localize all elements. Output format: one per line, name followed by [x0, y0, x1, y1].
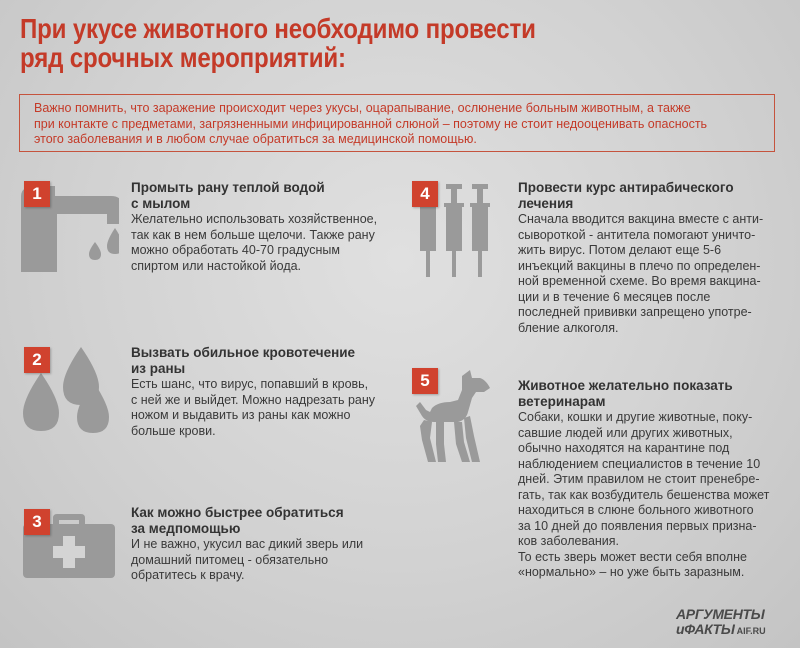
logo-site: AIF.RU [736, 626, 766, 636]
step-5 [518, 378, 769, 581]
step-5-heading-line: Животное желательно показать [518, 378, 733, 393]
step-5-body-line: ков заболевания. [518, 534, 620, 548]
step-1-badge: 1 [24, 181, 50, 207]
step-5-body [518, 410, 769, 581]
step-3-badge: 3 [24, 509, 50, 535]
step-2 [131, 345, 375, 439]
step-4-body-line: бление алкоголя. [518, 320, 619, 335]
step-4-heading-line: Провести курс антирабического [518, 180, 734, 195]
step-1-body-line: так как в нем больше щелочи. Также рану [131, 227, 375, 242]
step-2-heading [131, 345, 375, 376]
step-4-body-line: ции и в течение 6 месяцев после [518, 289, 711, 304]
step-2-body [131, 377, 375, 439]
title-line-2: ряд срочных мероприятий: [20, 42, 346, 73]
note-line-1: Важно помнить, что заражение происходит через укусы, оцарапывание, ослюнение больным животным, а также [34, 101, 691, 115]
logo-line-1: АРГУМЕНТЫ [676, 606, 765, 622]
step-4-body [518, 212, 763, 336]
step-1-body-line: спиртом или настойкой йода. [131, 258, 302, 273]
warning-note [19, 94, 775, 152]
step-2-heading-line: Вызвать обильное кровотечение [131, 345, 356, 360]
step-5-body-line: наблюдением специалистов в течение 10 [518, 456, 761, 471]
step-4-body-line: Сначала вводится вакцина вместе с анти- [518, 212, 764, 226]
step-3-body-line: домашний питомец - обязательно [131, 552, 329, 567]
step-4-body-line: инъекций вакцины в плечо по определен- [518, 258, 761, 273]
logo-line-2: иФАКТЫ [676, 621, 735, 637]
step-5-body-line: обычно находятся на карантине под [518, 441, 730, 455]
step-5-body-line: находиться в слюне больного животного [518, 503, 754, 517]
step-5-heading-line: ветеринарам [518, 393, 606, 409]
step-4-body-line: жить вирус. Потом делают еще 5-6 [518, 243, 722, 257]
step-1-body-line: можно обработать 40-70 градусным [131, 243, 340, 257]
step-5-body-line: за 10 дней до появления первых призна- [518, 518, 757, 533]
step-2-badge: 2 [24, 347, 50, 373]
step-3-body-line: И не важно, укусил вас дикий зверь или [131, 537, 364, 551]
step-5-body-line: гать, так как возбудитель бешенства может [518, 487, 770, 502]
step-2-body-line: ножом и выдавить из раны как можно [131, 408, 351, 422]
step-1-heading-line: Промыть рану теплой водой [131, 180, 325, 195]
step-4-body-line: последней прививки запрещено употре- [518, 305, 752, 319]
step-5-heading [518, 378, 769, 409]
step-3-heading-line: за медпомощью [131, 520, 241, 536]
step-5-badge: 5 [412, 368, 438, 394]
aif-logo [676, 608, 766, 639]
step-2-heading-line: из раны [131, 360, 186, 376]
step-4-heading [518, 180, 763, 211]
step-4 [518, 180, 763, 336]
step-3-body [131, 537, 363, 584]
step-5-body-line: Собаки, кошки и другие животные, поку- [518, 410, 753, 424]
step-4-body-line: ной временной схеме. Во время вакцина- [518, 274, 761, 288]
step-5-body-line: «нормально» – но уже быть заразным. [518, 565, 745, 579]
step-1-body-line: Желательно использовать хозяйственное, [131, 212, 378, 226]
step-1 [131, 180, 377, 274]
note-line-2: при контакте с предметами, загрязненными инфицированной слюной – поэтому не стоит недооценивать опасность [34, 116, 708, 131]
step-2-body-line: Есть шанс, что вирус, попавший в кровь, [131, 377, 369, 391]
step-3-heading-line: Как можно быстрее обратиться [131, 505, 344, 520]
step-5-body-line: савшие людей или других животных, [518, 425, 733, 440]
step-2-body-line: с ней же и выйдет. Можно надрезать рану [131, 392, 376, 407]
step-1-body [131, 212, 377, 274]
step-1-heading [131, 180, 377, 211]
step-3 [131, 505, 363, 584]
step-4-body-line: сывороткой - антитела помогают уничто- [518, 227, 756, 242]
title-line-1: При укусе животного необходимо провести [20, 13, 536, 44]
note-line-3: этого заболевания и в любом случае обратиться за медицинской помощью. [34, 132, 477, 146]
step-3-body-line: обратитесь к врачу. [131, 568, 245, 582]
step-5-body-line: дней. Этим правилом не стоит пренебре- [518, 472, 760, 486]
step-5-body-line: То есть зверь может вести себя вполне [518, 549, 747, 564]
step-3-heading [131, 505, 363, 536]
step-2-body-line: больше крови. [131, 423, 216, 438]
page-title [20, 14, 622, 72]
step-4-badge: 4 [412, 181, 438, 207]
step-4-heading-line: лечения [518, 195, 574, 211]
step-1-heading-line: с мылом [131, 195, 191, 211]
